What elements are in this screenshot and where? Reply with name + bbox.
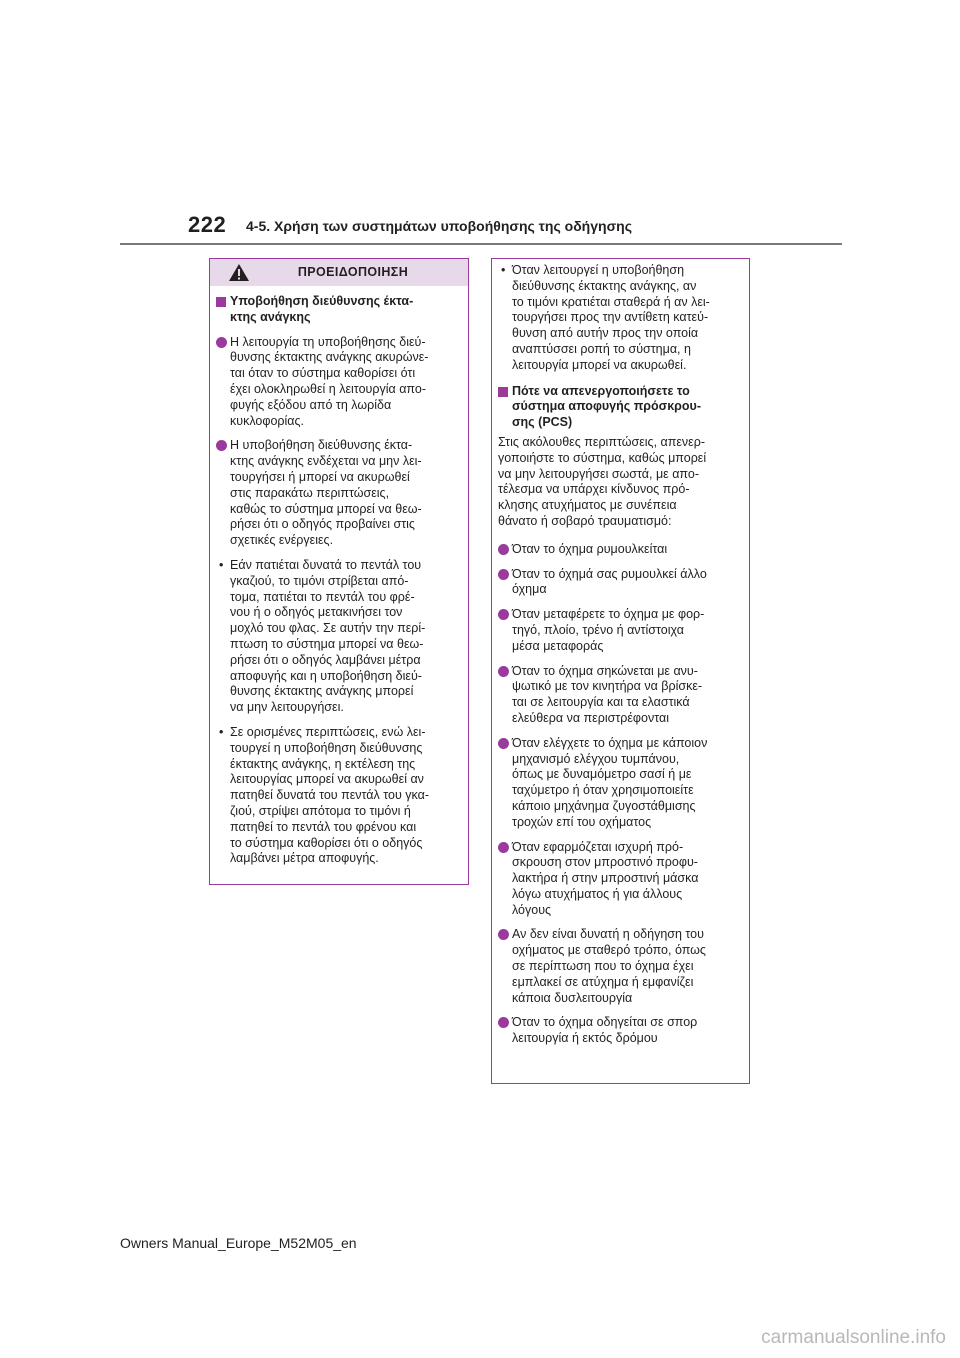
text-line: Όταν το όχημα σηκώνεται με ανυ- <box>512 663 698 678</box>
text-line: Η υποβοήθηση διεύθυνσης έκτα- <box>230 438 413 453</box>
list-item <box>216 725 462 867</box>
bullet-dot: • <box>501 263 506 277</box>
square-bullet-icon <box>216 297 226 307</box>
text-line: το τιμόνι κρατιέται σταθερά ή αν λει- <box>512 294 710 309</box>
page-number: 222 <box>188 212 227 237</box>
text-line: Εάν πατιέται δυνατά το πεντάλ του <box>230 557 422 572</box>
text-line: Όταν εφαρμόζεται ισχυρή πρό- <box>512 839 684 854</box>
text-line: διεύθυνσης έκτακτης ανάγκης, αν <box>512 278 697 293</box>
circle-bullet-icon <box>216 440 227 451</box>
text-line: θυνσης έκτακτης ανάγκης ακυρώνε- <box>230 350 429 365</box>
text-line: να μην λειτουργήσει σωστά, με απο- <box>498 466 699 481</box>
circle-bullet-icon <box>498 666 509 677</box>
watermark[interactable]: carmanualsonline.info <box>761 1327 946 1348</box>
text-line: φυγής εξόδου από τη λωρίδα <box>230 397 392 412</box>
text-line: τουργήσει προς την αντίθετη κατεύ- <box>512 310 709 325</box>
square-bullet-icon <box>498 387 508 397</box>
circle-bullet-icon <box>498 738 509 749</box>
list-item <box>498 567 743 599</box>
text-line: ελεύθερα να περιστρέφονται <box>512 710 670 725</box>
list-item <box>498 607 743 654</box>
text-line: οχήματος με σταθερό τρόπο, όπως <box>512 943 706 958</box>
text-line: ταχύμετρο ή όταν χρησιμοποιείτε <box>512 783 694 798</box>
text-line: εμπλακεί σε ατύχημα ή εμφανίζει <box>512 974 694 989</box>
text-line: λόγω ατυχήματος ή για άλλους <box>512 886 683 901</box>
text-line: ψωτικό με τον κινητήρα να βρίσκε- <box>512 679 703 694</box>
chapter-title: 4-5. Χρήση των συστημάτων υποβοήθησης της οδήγησης <box>246 218 632 234</box>
list-item <box>498 1015 743 1047</box>
text-line: ρήσει ότι ο οδηγός λαμβάνει μέτρα <box>230 652 421 667</box>
text-line: κυκλοφορίας. <box>230 413 305 428</box>
text-line: μοχλό του φλας. Σε αυτήν την περί- <box>230 621 426 636</box>
warning-title: ΠΡΟΕΙΔΟΠΟΙΗΣΗ <box>297 264 409 279</box>
text-line: λόγους <box>512 902 552 917</box>
text-line: σης (PCS) <box>512 415 573 430</box>
text-line: νου ή ο οδηγός μετακινήσει τον <box>230 605 403 620</box>
text-line: ρήσει ότι ο οδηγός προβαίνει στις <box>230 517 415 532</box>
list-item <box>216 335 462 430</box>
text-line: σύστημα αποφυγής πρόσκρου- <box>512 399 701 414</box>
list-item <box>216 438 462 549</box>
intro-paragraph <box>498 435 743 530</box>
text-line: θυνσης έκτακτης ανάγκης μπορεί <box>230 684 414 699</box>
bullet-dot: • <box>219 724 224 739</box>
warning-box-continued <box>491 258 750 1084</box>
circle-bullet-icon <box>498 609 509 620</box>
warning-triangle-icon <box>228 263 250 282</box>
text-line: τηγό, πλοίο, τρένο ή αντίστοιχα <box>512 622 684 637</box>
text-line: θυνση από αυτήν προς την οποία <box>512 326 699 341</box>
text-line: Όταν μεταφέρετε το όχημα με φορ- <box>512 607 705 622</box>
text-line: τομα, πατιέται το πεντάλ του φρέ- <box>230 589 415 604</box>
list-item <box>498 736 743 831</box>
circle-bullet-icon <box>498 1017 509 1028</box>
text-line: αποφυγής και η υποβοήθηση διεύ- <box>230 668 422 683</box>
text-line: Σε ορισμένες περιπτώσεις, ενώ λει- <box>230 724 426 739</box>
text-line: το σύστημα καθορίσει ότι ο οδηγός <box>230 835 423 850</box>
text-line: Όταν το όχημά σας ρυμουλκεί άλλο <box>512 566 707 581</box>
list-item <box>216 558 462 716</box>
text-line: Όταν λειτουργεί η υποβοήθηση <box>512 263 685 277</box>
text-line: ται όταν το σύστημα καθορίσει ότι <box>230 366 416 381</box>
text-line: σε περίπτωση που το όχημα έχει <box>512 959 694 974</box>
text-line: γκαζιού, το τιμόνι στρίβεται από- <box>230 573 409 588</box>
text-line: σκρουση στον μπροστινό προφυ- <box>512 855 698 870</box>
text-line: θάνατο ή σοβαρό τραυματισμό: <box>498 513 672 528</box>
text-line: καθώς το σύστημα μπορεί να θεω- <box>230 501 422 516</box>
list-item <box>498 664 743 727</box>
text-line: κτης ανάγκης ενδέχεται να μην λει- <box>230 454 422 469</box>
text-line: μέσα μεταφοράς <box>512 638 604 653</box>
circle-bullet-icon <box>498 569 509 580</box>
text-line: να μην λειτουργήσει. <box>230 700 344 715</box>
text-line: έχει ολοκληρωθεί η λειτουργία απο- <box>230 381 426 396</box>
text-line: Υποβοήθηση διεύθυνσης έκτα- <box>230 294 414 308</box>
text-line: Η λειτουργία τη υποβοήθησης διεύ- <box>230 334 426 349</box>
text-line: πτωση το σύστημα μπορεί να θεω- <box>230 636 424 651</box>
text-line: αναπτύσσει ροπή το σύστημα, η <box>512 341 691 356</box>
list-item <box>498 263 743 374</box>
list-item <box>498 927 743 1006</box>
warning-box <box>209 258 469 885</box>
text-line: ται σε λειτουργία και τα ελαστικά <box>512 695 690 710</box>
text-line: τροχών επί του οχήματος <box>512 814 652 829</box>
text-line: Όταν το όχημα ρυμουλκείται <box>512 541 668 556</box>
text-line: λακτήρα ή στην μπροστινή μάσκα <box>512 871 699 886</box>
text-line: κτης ανάγκης <box>230 309 311 324</box>
text-line: τουργήσει ή μπορεί να ακυρωθεί <box>230 469 410 484</box>
text-line: Όταν ελέγχετε το όχημα με κάποιον <box>512 735 708 750</box>
list-item <box>498 840 743 919</box>
warning-heading <box>216 294 462 326</box>
header-rule <box>120 243 842 245</box>
circle-bullet-icon <box>216 337 227 348</box>
text-line: μηχανισμό ελέγχου τυμπάνου, <box>512 751 680 766</box>
text-line: πατηθεί δυνατά του πεντάλ του γκα- <box>230 788 430 803</box>
text-line: λαμβάνει μέτρα αποφυγής. <box>230 851 379 866</box>
text-line: κάποιο μηχάνημα ζυγοστάθμισης <box>512 798 696 813</box>
text-line: κλησης ατυχήματος με συνέπεια <box>498 498 677 513</box>
text-line: όχημα <box>512 582 547 597</box>
text-line: όπως με δυναμόμετρο σασί ή με <box>512 767 692 782</box>
circle-bullet-icon <box>498 544 509 555</box>
text-line: γοποιήστε το σύστημα, καθώς μπορεί <box>498 450 707 465</box>
text-line: πατηθεί το πεντάλ του φρένου και <box>230 819 417 834</box>
circle-bullet-icon <box>498 929 509 940</box>
text-line: κάποια δυσλειτουργία <box>512 990 633 1005</box>
text-line: έκτακτης ανάγκης, η εκτέλεση της <box>230 756 416 771</box>
warning-header <box>210 259 468 286</box>
text-line: τουργεί η υποβοήθηση διεύθυνσης <box>230 740 423 755</box>
text-line: Στις ακόλουθες περιπτώσεις, απενερ- <box>498 434 706 449</box>
text-line: σχετικές ενέργειες. <box>230 533 334 548</box>
text-line: λειτουργία μπορεί να ακυρωθεί. <box>512 357 687 372</box>
text-line: τέλεσμα να υπάρχει κίνδυνος πρό- <box>498 482 690 497</box>
text-line: λειτουργίας μπορεί να ακυρωθεί αν <box>230 772 424 787</box>
text-line: Πότε να απενεργοποιήσετε το <box>512 383 690 398</box>
circle-bullet-icon <box>498 842 509 853</box>
footer-manual-name: Owners Manual_Europe_M52M05_en <box>120 1235 357 1251</box>
text-line: Όταν το όχημα οδηγείται σε σπορ <box>512 1015 698 1030</box>
bullet-dot: • <box>219 557 224 572</box>
text-line: στις παρακάτω περιπτώσεις, <box>230 485 390 500</box>
text-line: Αν δεν είναι δυνατή η οδήγηση του <box>512 927 704 942</box>
pcs-heading <box>498 384 743 431</box>
text-line: λειτουργία ή εκτός δρόμου <box>512 1031 658 1046</box>
text-line: ζιού, στρίψει απότομα το τιμόνι ή <box>230 803 411 818</box>
list-item <box>498 542 743 558</box>
